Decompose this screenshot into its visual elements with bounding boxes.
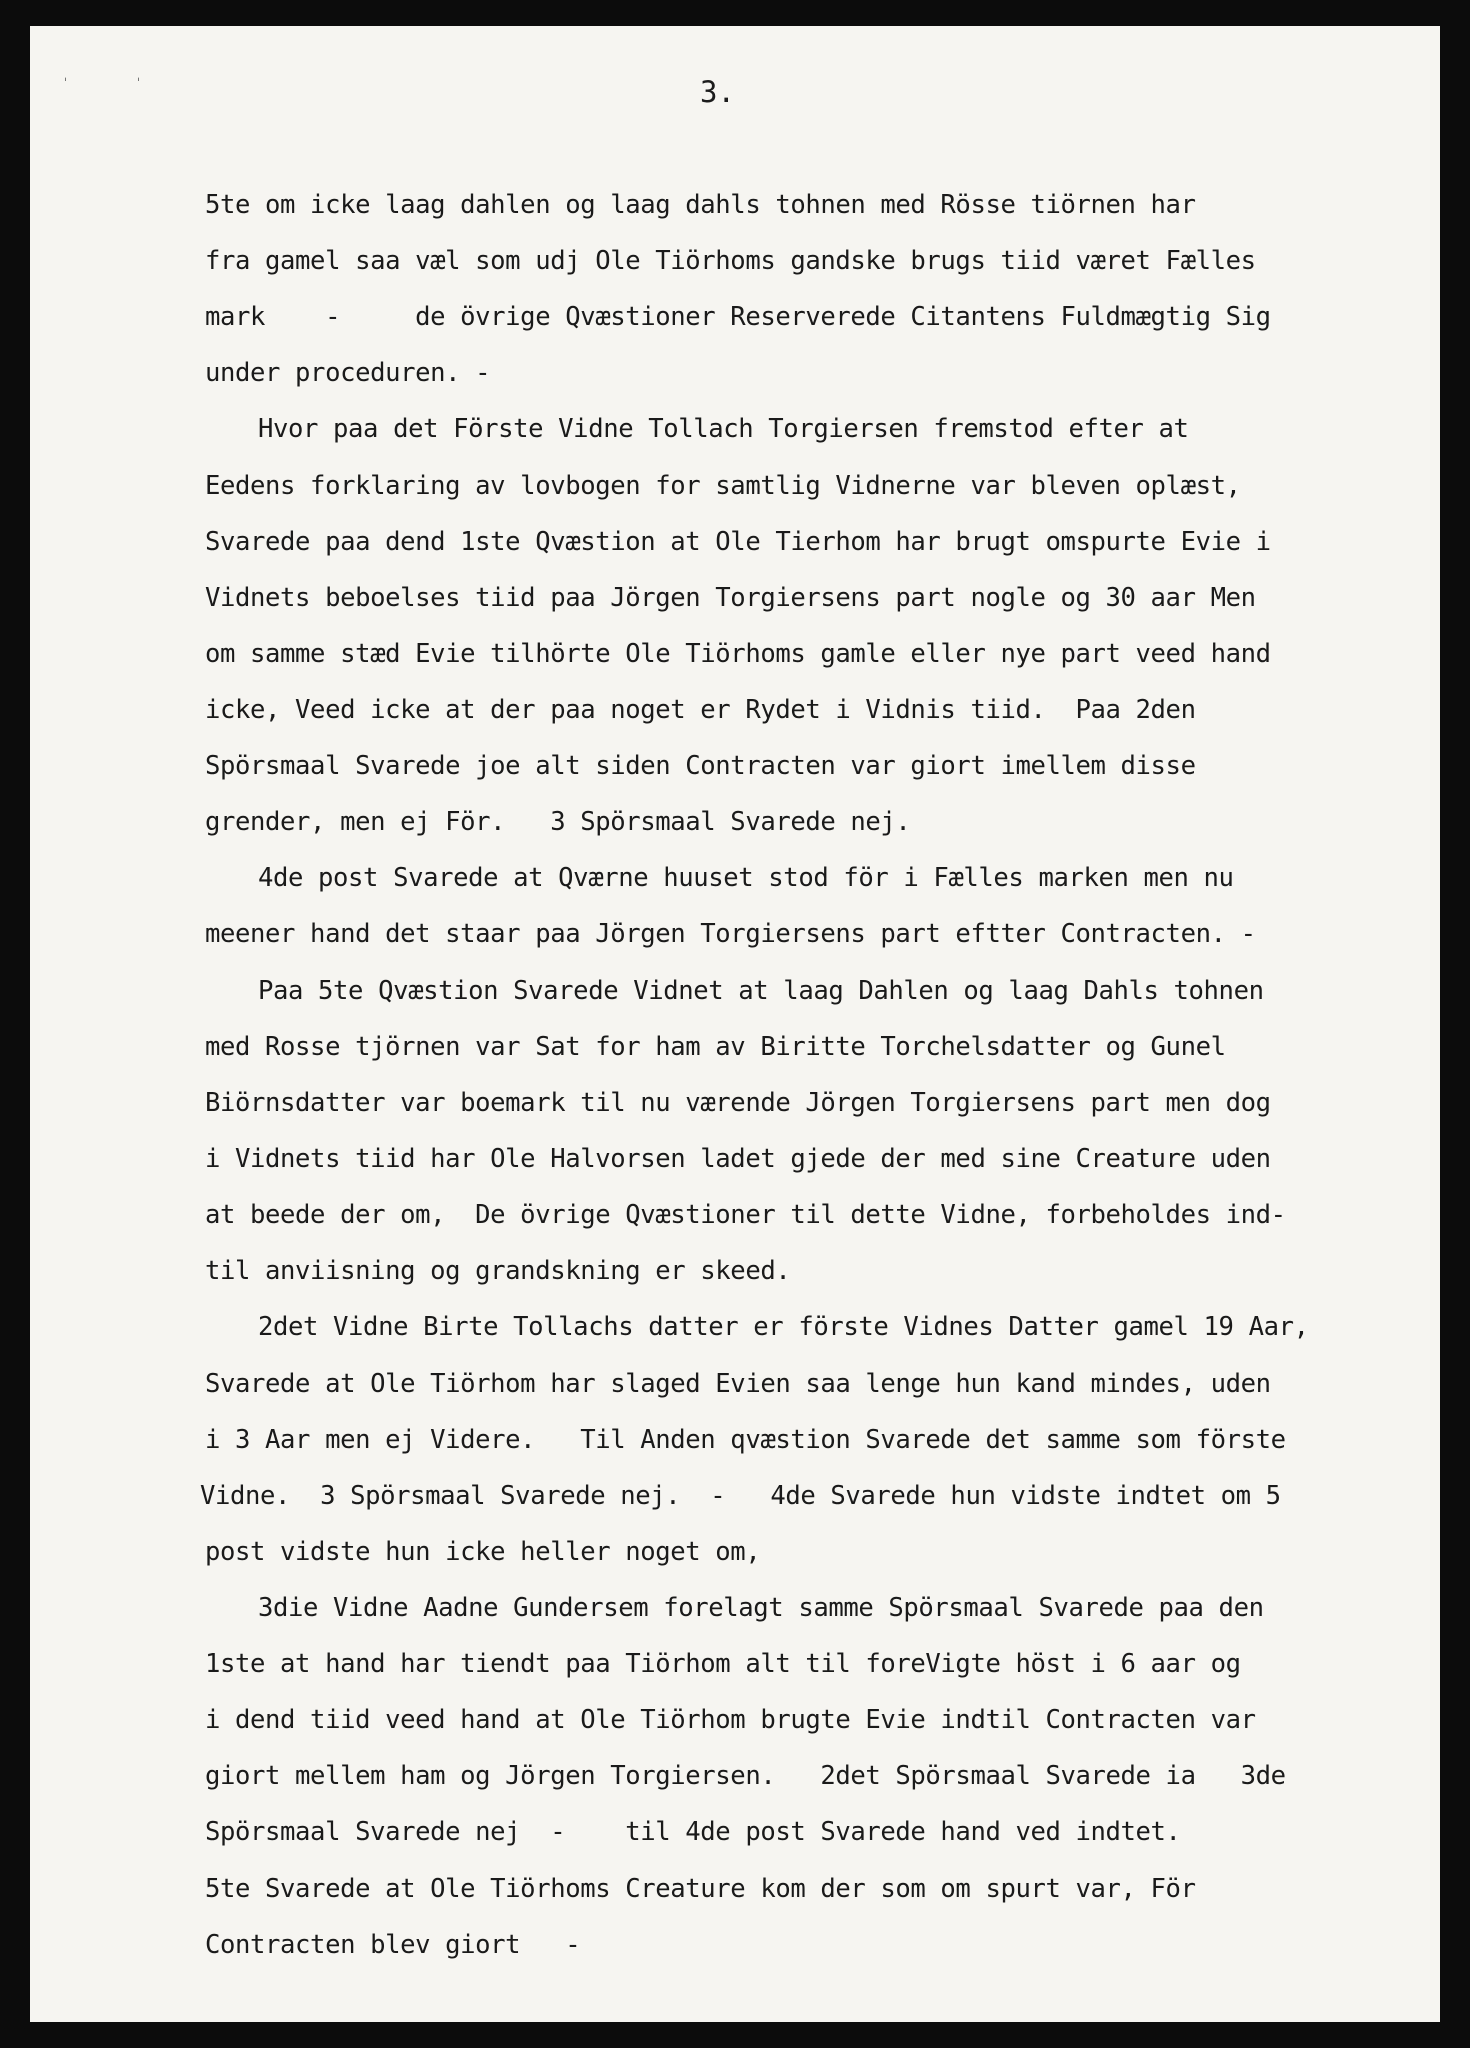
text-line: fra gamel saa væl som udj Ole Tiörhoms gandske brugs tiid været Fælles (205, 246, 1256, 276)
text-line: Spörsmaal Svarede nej - til 4de post Svarede hand ved indtet. (205, 1817, 1181, 1847)
text-line: Vidne. 3 Spörsmaal Svarede nej. - 4de Svarede hun vidste indtet om 5 (200, 1481, 1281, 1511)
text-line: 2det Vidne Birte Tollachs datter er förste Vidnes Datter gamel 19 Aar, (258, 1312, 1309, 1342)
text-line: at beede der om, De övrige Qvæstioner til dette Vidne, forbeholdes ind- (205, 1200, 1286, 1230)
text-line: om samme stæd Evie tilhörte Ole Tiörhoms gamle eller nye part veed hand (205, 639, 1271, 669)
text-line: mark - de övrige Qvæstioner Reserverede Citantens Fuldmægtig Sig (205, 302, 1271, 332)
text-line: med Rosse tjörnen var Sat for ham av Biritte Torchelsdatter og Gunel (205, 1032, 1226, 1062)
text-line: post vidste hun icke heller noget om, (205, 1537, 761, 1567)
text-line: icke, Veed icke at der paa noget er Rydet i Vidnis tiid. Paa 2den (205, 695, 1196, 725)
text-line: 4de post Svarede at Qværne huuset stod för i Fælles marken men nu (258, 863, 1234, 893)
text-line: i Vidnets tiid har Ole Halvorsen ladet gjede der med sine Creature uden (205, 1144, 1271, 1174)
text-line: grender, men ej För. 3 Spörsmaal Svarede nej. (205, 807, 911, 837)
margin-mark: ˈ (62, 76, 70, 90)
text-line: i dend tiid veed hand at Ole Tiörhom brugte Evie indtil Contracten var (205, 1705, 1256, 1735)
text-line: Paa 5te Qvæstion Svarede Vidnet at laag Dahlen og laag Dahls tohnen (258, 976, 1264, 1006)
text-line: 5te Svarede at Ole Tiörhoms Creature kom der som om spurt var, För (205, 1874, 1196, 1904)
text-line: Eedens forklaring av lovbogen for samtlig Vidnerne var bleven oplæst, (205, 471, 1241, 501)
page-number: 3. (700, 75, 735, 109)
text-line: giort mellem ham og Jörgen Torgiersen. 2det Spörsmaal Svarede ia 3de (205, 1761, 1286, 1791)
text-line: Svarede paa dend 1ste Qvæstion at Ole Tierhom har brugt omspurte Evie i (205, 527, 1271, 557)
text-line: til anviisning og grandskning er skeed. (205, 1256, 791, 1286)
text-line: i 3 Aar men ej Videre. Til Anden qvæstion Svarede det samme som förste (205, 1425, 1286, 1455)
text-line: Vidnets beboelses tiid paa Jörgen Torgiersens part nogle og 30 aar Men (205, 583, 1256, 613)
text-line: 1ste at hand har tiendt paa Tiörhom alt til foreVigte höst i 6 aar og (205, 1649, 1241, 1679)
text-line: Biörnsdatter var boemark til nu værende Jörgen Torgiersens part men dog (205, 1088, 1271, 1118)
margin-mark: ˈ (135, 76, 143, 90)
text-line: Svarede at Ole Tiörhom har slaged Evien saa lenge hun kand mindes, uden (205, 1369, 1271, 1399)
text-line: 3die Vidne Aadne Gundersem forelagt samme Spörsmaal Svarede paa den (258, 1593, 1264, 1623)
text-line: Spörsmaal Svarede joe alt siden Contracten var giort imellem disse (205, 751, 1196, 781)
text-line: Hvor paa det Förste Vidne Tollach Torgiersen fremstod efter at (258, 414, 1189, 444)
text-line: Contracten blev giort - (205, 1930, 581, 1960)
text-line: meener hand det staar paa Jörgen Torgiersens part eftter Contracten. - (205, 919, 1256, 949)
text-line: under proceduren. - (205, 358, 491, 388)
text-line: 5te om icke laag dahlen og laag dahls tohnen med Rösse tiörnen har (205, 190, 1196, 220)
